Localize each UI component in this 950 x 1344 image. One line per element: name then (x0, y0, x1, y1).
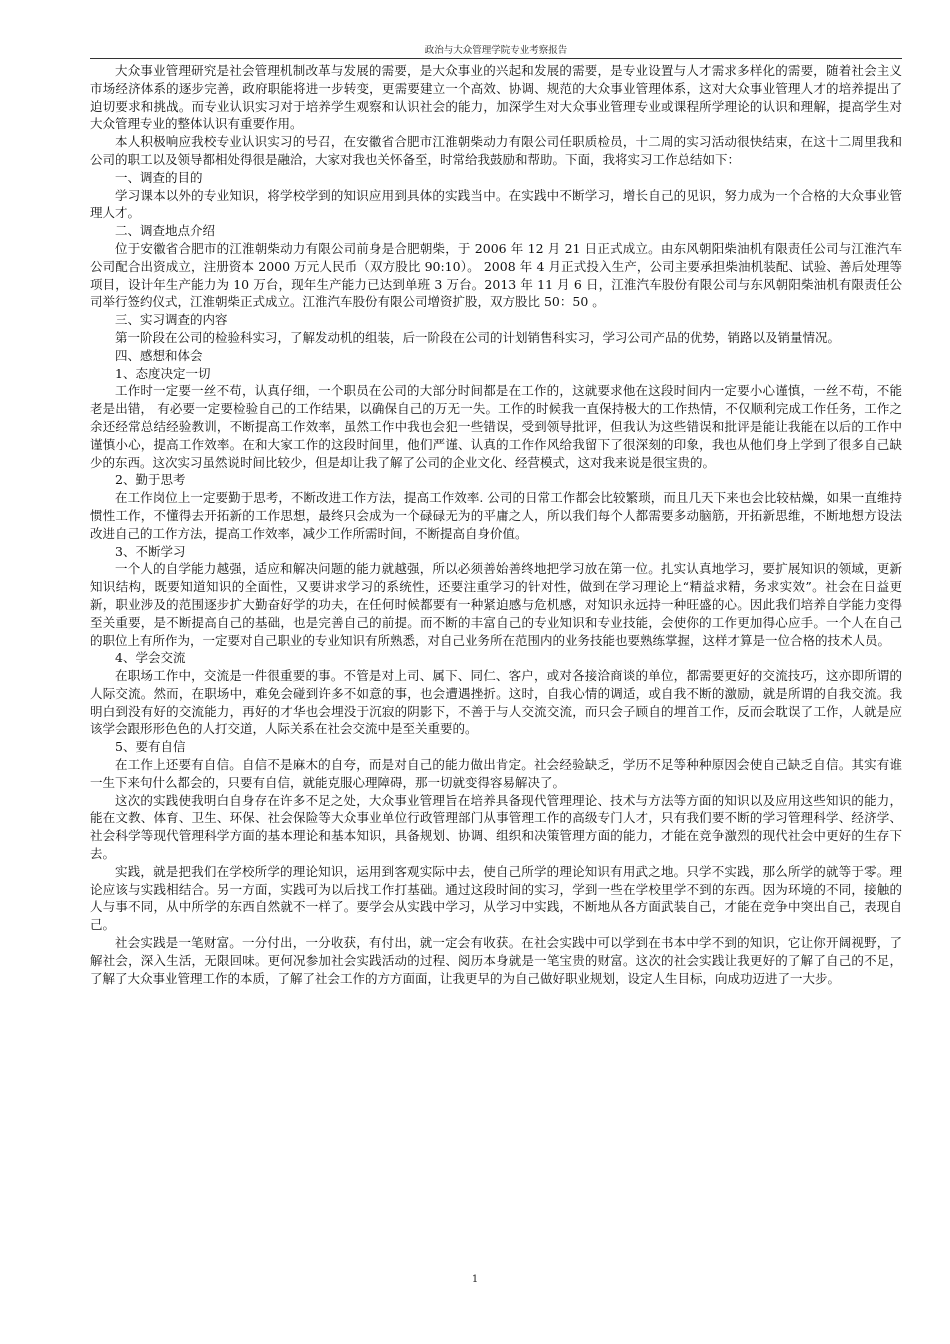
paragraph: 一个人的自学能力越强，适应和解决问题的能力就越强，所以必须善始善终地把学习放在第一位。扎实认真地学习，要扩展知识的领域，更新知识结构，既要知道知识的全面性，又要讲求学习的系统性，还要注重学习的针对性，做到在学习理论上“精益求精，务求实效”。社会在日益更新，职业涉及的范围逐步扩大勤奋好学的功夫，在任何时候都要有一种紧迫感与危机感，对知识永远持一种旺盛的心。因此我们培养自学能力变得至关重要，是不断提高自己的基础，也是完善自己的前提。而不断的丰富自己的专业知识和专业技能，会使你的工作更加得心应手。一个人在自己的职位上有所作为，一定要对自己职业的专业知识有所熟悉，对自己业务所在范围内的业务技能也要熟练掌握，这样才算是一位合格的技术人员。 (90, 561, 902, 648)
section-heading: 四、感想和体会 (115, 347, 203, 363)
subsection-heading: 3、不断学习 (115, 543, 186, 559)
subsection-heading: 4、学会交流 (115, 650, 186, 666)
section-heading: 一、调查的目的 (115, 169, 203, 185)
paragraph: 在工作上还要有自信。自信不是麻木的自夸，而是对自己的能力做出肯定。社会经验缺乏，学历不足等种种原因会使自己缺乏自信。其实有谁一生下来句什么都会的，只要有自信，就能克服心理障碍，那一切就变得容易解决了。 (90, 757, 902, 790)
paragraph: 在职场工作中，交流是一件很重要的事。不管是对上司、属下、同仁、客户，或对各接洽商谈的单位，都需要更好的交流技巧，这亦即所谓的人际交流。然而，在职场中，难免会碰到许多不如意的事，也会遭遇挫折。这时，自我心情的调适，或自我不断的激励，就是所谓的自我交流。我明白到没有好的交流能力，再好的才华也会埋没于沉寂的阴影下，不善于与人交流交流，而只会子顾自的埋首工作，反而会耽误了工作，人就是应该学会跟形形色色的人打交道，人际关系在社会交流中是至关重要的。 (90, 668, 902, 737)
section-heading: 三、实习调查的内容 (115, 312, 228, 328)
paragraph: 学习课本以外的专业知识，将学校学到的知识应用到具体的实践当中。在实践中不断学习，增长自己的见识，努力成为一个合格的大众事业管理人才。 (90, 187, 902, 221)
section-heading: 二、调查地点介绍 (115, 223, 216, 239)
subsection-heading: 2、勤于思考 (115, 472, 186, 488)
subsection-heading: 5、要有自信 (115, 739, 186, 755)
report-body (90, 62, 902, 987)
paragraph: 这次的实践使我明白自身存在许多不足之处，大众事业管理旨在培养具备现代管理理论、技术与方法等方面的知识以及应用这些知识的能力，能在文教、体育、卫生、环保、社会保险等大众事业单位行政管理部门从事管理工作的高级专门人才，只有我们要不断的学习管理科学、经济学、社会科学等现代管理科学方面的基本理论和基本知识，具备规划、协调、组织和决策管理方面的能力，才能在竞争激烈的现代社会中更好的生存下去。 (90, 792, 902, 862)
paragraph: 工作时一定要一丝不苟，认真仔细，一个职员在公司的大部分时间都是在工作的，这就要求他在这段时间内一定要小心谨慎，一丝不苟，不能老是出错， 有必要一定要检验自己的工作结果，以确保自己的万无一失。工作的时候我一直保持极大的工作热情，不仅顺利完成工作任务，工作之余还经常总结经验教训，不断提高工作效率，虽然工作中我也会犯一些错误，受到领导批评，但我认为这些错误和批评是能让我能在以后的工作中谨慎小心，提高工作效率。在和大家工作的这段时间里，他们严谨、认真的工作作风给我留下了很深刻的印象，我也从他们身上学到了很多自己缺少的东西。这次实习虽然说时间比较少，但是却让我了解了公司的企业文化、经营模式，这对我来说是很宝贵的。 (90, 383, 902, 470)
paragraph: 在工作岗位上一定要勤于思考，不断改进工作方法，提高工作效率. 公司的日常工作都会比较繁琐，而且几天下来也会比较枯燥，如果一直维持惯性工作，不懂得去开拓新的工作思想，最终只会成为一个碌碌无为的平庸之人，所以我们每个人都需要多动脑筋，开拓新思维，不断地想方设法改进自己的工作方法，提高工作效率，减少工作所需时间，不断提高自身价值。 (90, 490, 902, 541)
paragraph: 第一阶段在公司的检验科实习，了解发动机的组装，后一阶段在公司的计划销售科实习，学习公司产品的优势，销路以及销量情况。 (115, 329, 841, 345)
paragraph: 社会实践是一笔财富。一分付出，一分收获，有付出，就一定会有收获。在社会实践中可以学到在书本中学不到的知识，它让你开阔视野，了解社会，深入生活，无限回味。更何况参加社会实践活动的过程、阅历本身就是一笔宝贵的财富。这次的社会实践让我更好的了解了自己的不足，了解了大众事业管理工作的本质，了解了社会工作的方方面面，让我更早的为自己做好职业规划，设定人生目标，向成功迈进了一大步。 (90, 935, 902, 986)
page-number: 1 (471, 1274, 479, 1285)
paragraph: 实践，就是把我们在学校所学的理论知识，运用到客观实际中去，使自己所学的理论知识有用武之地。只学不实践，那么所学的就等于零。理论应该与实践相结合。另一方面，实践可为以后找工作打基础。通过这段时间的实习，学到一些在学校里学不到的东西。因为环境的不同，接触的人与事不同，从中所学的东西自然就不一样了。要学会从实践中学习，从学习中实践，不断地从各方面武装自己，才能在竞争中突出自己，表现自己。 (90, 863, 902, 933)
subsection-heading: 1、态度决定一切 (115, 365, 211, 381)
paragraph: 本人积极响应我校专业认识实习的号召，在安徽省合肥市江淮朝柴动力有限公司任职质检员，十二周的实习活动很快结束，在这十二周里我和公司的职工以及领导都相处得很是融洽，大家对我也关怀备至，时常给我鼓励和帮助。下面，我将实习工作总结如下： (90, 134, 902, 167)
page-header: 政治与大众管理学院专业考察报告 (90, 44, 902, 59)
paragraph: 大众事业管理研究是社会管理机制改革与发展的需要，是大众事业的兴起和发展的需要，是专业设置与人才需求多样化的需要，随着社会主义市场经济体系的逐步完善，政府职能将进一步转变，更需要建立一个高效、协调、规范的大众事业管理体系，这对大众事业管理人才的培养提出了迫切要求和挑战。而专业认识实习对于培养学生观察和认识社会的能力，加深学生对大众事业管理专业或课程所学理论的认识和理解，提高学生对大众管理专业的整体认识有重要作用。 (90, 63, 902, 132)
paragraph: 位于安徽省合肥市的江淮朝柴动力有限公司前身是合肥朝柴，于 2006 年 12 月 21 日正式成立。由东风朝阳柴油机有限责任公司与江淮汽车公司配合出资成立，注册资本 2000 万元人民币（双方股比 90:10）。 2008 年 4 月正式投入生产，公司主要承担柴油机装配、试验、善后处理等项目，设计年生产能力为 10 万台，现年生产能力已达到单班 3 万台。2013 年 11 月 6 日，江淮汽车股份有限公司与东风朝阳柴油机有限责任公司举行签约仪式，江淮朝柴正式成立。江淮汽车股份有限公司增资扩股，双方股比 50：50 。 (90, 240, 902, 310)
